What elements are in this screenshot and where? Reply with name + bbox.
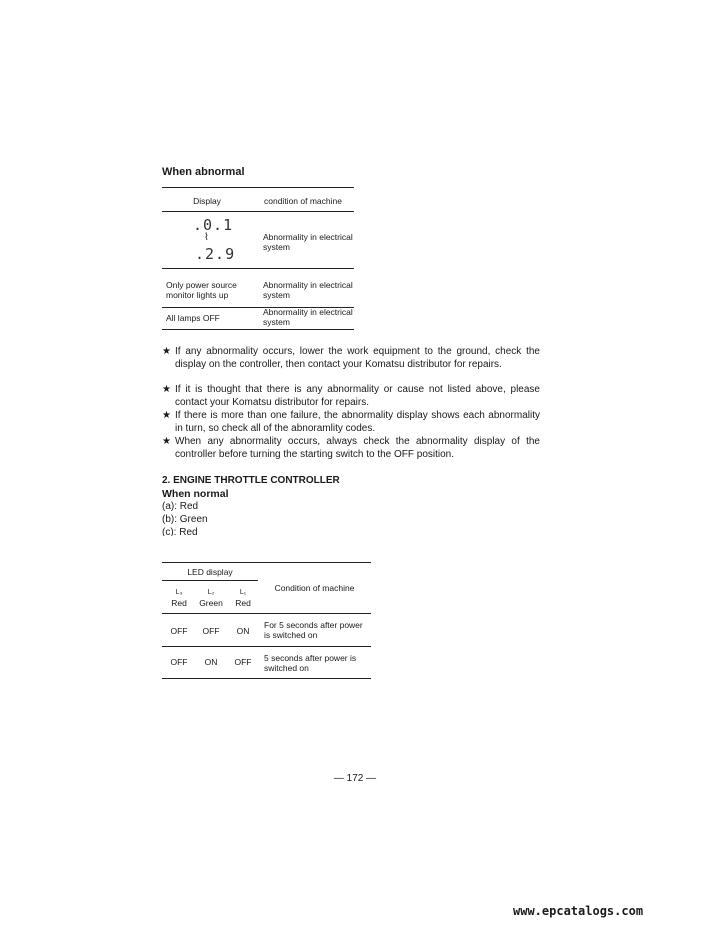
table-top-rule <box>162 187 354 188</box>
condition-text: For 5 seconds after power is switched on <box>264 620 363 640</box>
note-item <box>162 346 540 371</box>
condition-text: Abnormality in electrical system <box>263 307 353 327</box>
table-header-rule <box>162 211 354 212</box>
row-divider <box>162 268 354 269</box>
error-code-start: .0.1 <box>193 216 234 234</box>
led-code: L₂ <box>207 589 215 596</box>
led-state: OFF <box>202 626 220 636</box>
condition-text: Abnormality in electrical system <box>263 232 353 252</box>
legend-item: (c): Red <box>162 527 198 536</box>
column-header-condition: Condition of machine <box>274 583 355 593</box>
display-text: All lamps OFF <box>166 313 220 323</box>
range-indicator: ⌇ <box>204 232 209 243</box>
led-state: OFF <box>234 657 252 667</box>
note-item <box>162 410 540 435</box>
footer-url: www.epcatalogs.com <box>513 904 644 918</box>
page-number: — 172 — <box>333 773 377 784</box>
row-divider <box>162 646 371 647</box>
condition-text: 5 seconds after power is switched on <box>264 653 357 673</box>
legend-item: (b): Green <box>162 514 208 525</box>
star-icon: ★ <box>162 346 171 357</box>
section-title: 2. ENGINE THROTTLE CONTROLLER <box>162 475 340 486</box>
section-subtitle: When normal <box>162 488 229 500</box>
note-text: If it is thought that there is any abnormality or cause not listed above, please contact your Komatsu distributor for repairs. <box>175 384 540 408</box>
led-state: OFF <box>170 657 188 667</box>
column-header-condition: condition of machine <box>264 196 342 206</box>
display-text: Only power source monitor lights up <box>166 280 237 300</box>
column-header-led: LED display <box>187 567 233 577</box>
subheader-rule <box>162 580 258 581</box>
note-item <box>162 384 540 409</box>
led-state: OFF <box>170 626 188 636</box>
star-icon: ★ <box>162 436 171 447</box>
note-text: If any abnormality occurs, lower the work equipment to the ground, check the display on the controller, then contact your Komatsu distributor for repairs. <box>175 346 540 370</box>
note-text: If there is more than one failure, the abnormality display shows each abnormality in turn, so check all of the abnoramlity codes. <box>175 410 540 434</box>
note-text: When any abnormality occurs, always check the abnormality display of the controller before turning the starting switch to the OFF position. <box>175 436 540 460</box>
led-color: Red <box>171 598 187 608</box>
star-icon: ★ <box>162 410 171 421</box>
led-code: L₁ <box>239 589 247 596</box>
led-state: ON <box>236 626 250 636</box>
abnormal-heading: When abnormal <box>162 166 245 178</box>
led-color: Red <box>235 598 251 608</box>
table-top-rule <box>162 562 371 563</box>
legend-item: (a): Red <box>162 501 199 512</box>
table-bottom-rule <box>162 329 354 330</box>
table-header-rule <box>162 613 371 614</box>
condition-text: Abnormality in electrical system <box>263 280 353 300</box>
star-icon: ★ <box>162 384 171 395</box>
table-bottom-rule <box>162 678 371 679</box>
note-item <box>162 436 540 461</box>
led-state: ON <box>204 657 218 667</box>
column-header-display: Display <box>193 196 221 206</box>
error-code-end: .2.9 <box>195 245 236 263</box>
led-color: Green <box>199 598 223 608</box>
led-code: L₃ <box>175 589 183 596</box>
